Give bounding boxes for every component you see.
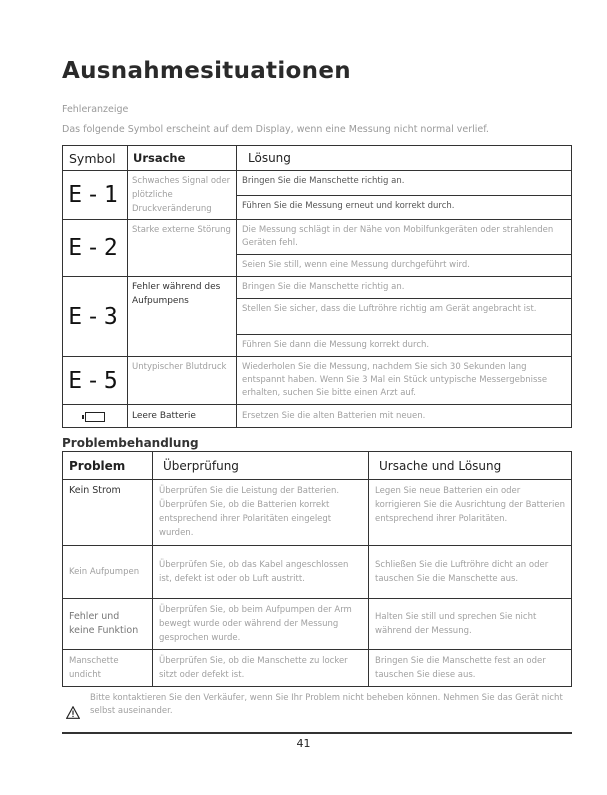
problem-table xyxy=(62,451,572,687)
problem-name: Kein Aufpumpen xyxy=(63,546,153,599)
problem-check: Überprüfen Sie, ob die Manschette zu locker sitzt oder defekt ist. xyxy=(153,650,369,687)
error-symbol: E-1 xyxy=(63,171,128,220)
problem-name: Manschette undicht xyxy=(63,650,153,687)
intro-heading: Fehleranzeige xyxy=(62,104,129,115)
page-title: Ausnahmesituationen xyxy=(62,58,351,84)
problem-header-solution: Ursache und Lösung xyxy=(369,452,572,480)
problem-solution: Schließen Sie die Luftröhre dicht an oder tauschen Sie die Manschette aus. xyxy=(369,546,572,599)
error-cause: Leere Batterie xyxy=(128,405,237,428)
problem-header-problem: Problem xyxy=(63,452,153,480)
error-header-symbol: Symbol xyxy=(63,146,128,171)
error-cause: Fehler während des Aufpumpens xyxy=(128,277,237,357)
error-solution: Bringen Sie die Manschette richtig an. xyxy=(237,171,572,196)
error-symbol: E-5 xyxy=(63,357,128,405)
error-header-solution: Lösung xyxy=(237,146,572,171)
error-solution: Seien Sie still, wenn eine Messung durchgeführt wird. xyxy=(237,255,572,277)
error-table xyxy=(62,145,572,428)
error-cause: Starke externe Störung xyxy=(128,220,237,277)
battery-icon xyxy=(85,412,105,422)
page-number: 41 xyxy=(296,737,311,750)
problem-solution: Bringen Sie die Manschette fest an oder tauschen Sie diese aus. xyxy=(369,650,572,687)
footer-divider xyxy=(62,732,572,734)
error-symbol: E-3 xyxy=(63,277,128,357)
error-solution: Ersetzen Sie die alten Batterien mit neuen. xyxy=(237,405,572,428)
error-solution: Die Messung schlägt in der Nähe von Mobilfunkgeräten oder strahlenden Geräten fehl. xyxy=(237,220,572,255)
error-solution: Bringen Sie die Manschette richtig an. xyxy=(237,277,572,299)
problem-check: Überprüfen Sie, ob beim Aufpumpen der Arm bewegt wurde oder während der Messung gesprochen wurde. xyxy=(153,599,369,650)
error-solution: Stellen Sie sicher, dass die Luftröhre richtig am Gerät angebracht ist. xyxy=(237,299,572,335)
error-solution: Führen Sie die Messung erneut und korrekt durch. xyxy=(237,196,572,220)
error-symbol: E-2 xyxy=(63,220,128,277)
problem-solution: Legen Sie neue Batterien ein oder korrigieren Sie die Ausrichtung der Batterien entsprechend ihrer Polaritäten. xyxy=(369,480,572,546)
intro-text: Das folgende Symbol erscheint auf dem Display, wenn eine Messung nicht normal verlief. xyxy=(62,124,489,135)
warning-text: Bitte kontaktieren Sie den Verkäufer, wenn Sie Ihr Problem nicht beheben können. Nehmen Sie das Gerät nicht selbst auseinander. xyxy=(90,693,563,716)
problem-check: Überprüfen Sie, ob das Kabel angeschlossen ist, defekt ist oder ob Luft austritt. xyxy=(153,546,369,599)
problem-header-check: Überprüfung xyxy=(153,452,369,480)
problem-name: Fehler und keine Funktion xyxy=(63,599,153,650)
error-cause: Schwaches Signal oder plötzliche Druckveränderung xyxy=(128,171,237,220)
warning-icon xyxy=(66,706,80,719)
error-solution: Führen Sie dann die Messung korrekt durch. xyxy=(237,335,572,357)
problem-check: Überprüfen Sie die Leistung der Batterien. Überprüfen Sie, ob die Batterien korrekt entsprechend ihrer Polaritäten eingelegt wurden. xyxy=(153,480,369,546)
warning-note xyxy=(62,690,572,742)
error-symbol-battery xyxy=(63,405,128,428)
error-solution: Wiederholen Sie die Messung, nachdem Sie sich 30 Sekunden lang entspannt haben. Wenn Sie 3 Mal ein Stück untypische Messergebnisse erhalten, suchen Sie bitte einen Arzt auf. xyxy=(237,357,572,405)
problem-name: Kein Strom xyxy=(63,480,153,546)
error-cause: Untypischer Blutdruck xyxy=(128,357,237,405)
troubleshooting-heading: Problembehandlung xyxy=(62,436,199,450)
problem-solution: Halten Sie still und sprechen Sie nicht während der Messung. xyxy=(369,599,572,650)
error-header-cause: Ursache xyxy=(128,146,237,171)
